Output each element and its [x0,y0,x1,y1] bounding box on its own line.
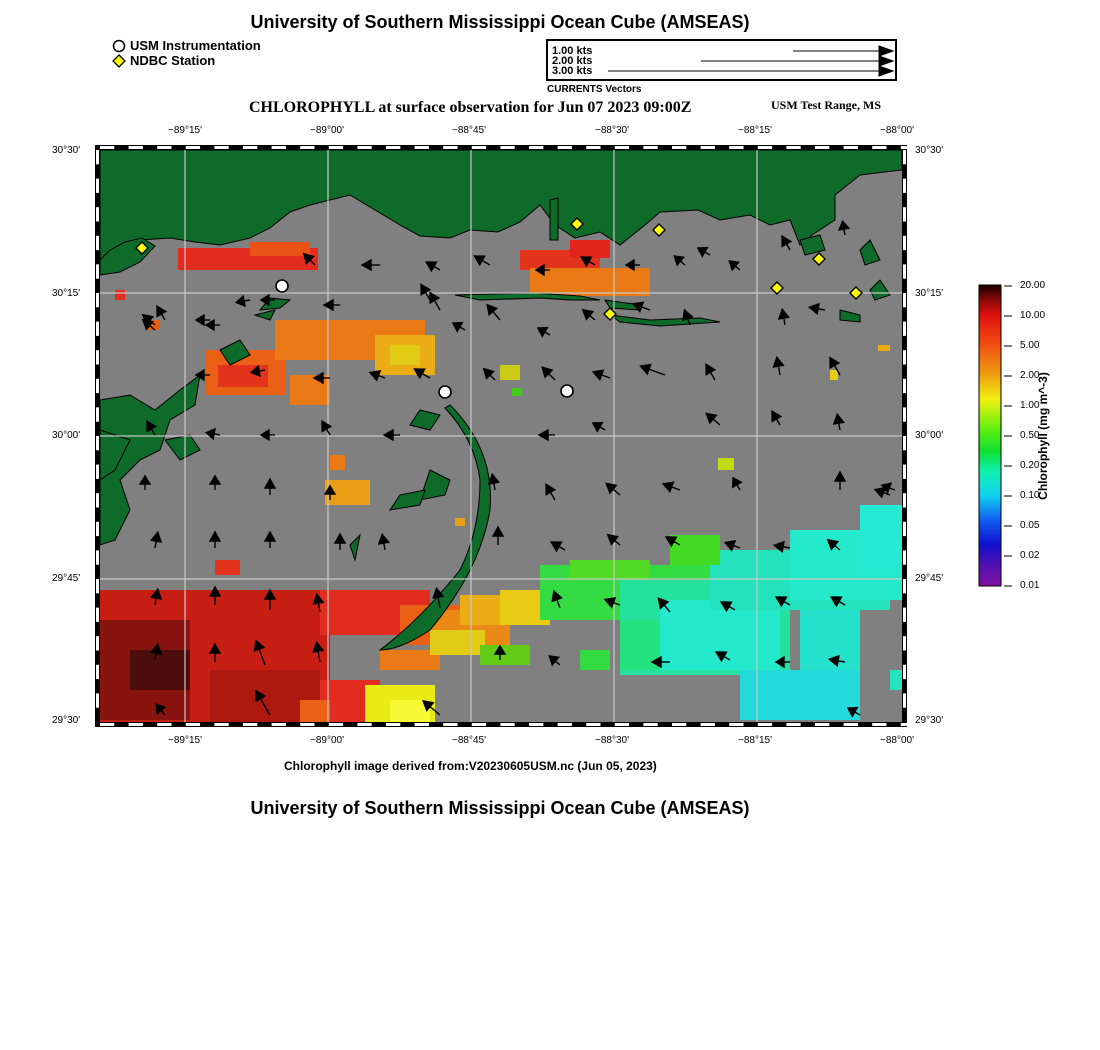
x-tick-bottom: −89°00' [310,735,344,746]
y-tick-left: 29°30' [52,715,81,726]
vector-key-label-2: 2.00 kts [552,55,593,67]
colorbar-ticks [1004,280,1064,591]
colorbar-tick: 0.05 [1020,520,1040,531]
ndbc-legend-item [112,53,215,68]
y-tick-left: 30°15' [52,288,81,299]
map-area [100,150,902,722]
x-tick-top: −88°30' [595,125,629,136]
x-tick-bottom: −88°30' [595,735,629,746]
usm-instrument-marker [439,386,451,398]
vector-key-label-3: 3.00 kts [552,65,593,77]
colorbar-tick: 5.00 [1020,340,1040,351]
ndbc-legend-label: NDBC Station [130,53,216,68]
colorbar-tick: 2.00 [1020,370,1040,381]
usm-legend-item [112,38,261,53]
colorbar-tick: 0.01 [1020,580,1040,591]
region-label: USM Test Range, MS [771,98,882,112]
x-tick-bottom: −88°00' [880,735,914,746]
page-title: University of Southern Mississippi Ocean Cube (AMSEAS) [250,12,750,32]
x-tick-top: −89°15' [168,125,202,136]
map-subtitle: CHLOROPHYLL at surface observation for Jun 07 2023 09:00Z [249,99,692,116]
y-tick-left: 30°00' [52,430,81,441]
y-tick-right: 29°45' [915,573,944,584]
usm-legend-label: USM Instrumentation [130,38,261,53]
vector-key [546,39,897,81]
x-tick-top: −88°15' [738,125,772,136]
y-tick-right: 30°00' [915,430,944,441]
y-tick-right: 30°30' [915,145,944,156]
x-tick-top: −88°45' [452,125,486,136]
vector-key-caption: CURRENTS Vectors [547,84,642,95]
y-tick-left: 30°30' [52,145,81,156]
usm-instrument-marker [561,385,573,397]
colorbar-tick: 1.00 [1020,400,1040,411]
x-tick-bottom: −88°45' [452,735,486,746]
colorbar [978,284,1002,587]
colorbar-tick: 0.20 [1020,460,1040,471]
vector-key-label-1: 1.00 kts [552,45,593,57]
circle-icon [112,39,126,53]
colorbar-tick: 10.00 [1020,310,1046,321]
colorbar-tick: 0.10 [1020,490,1040,501]
source-caption: Chlorophyll image derived from:V20230605USM.nc (Jun 05, 2023) [284,759,657,773]
usm-instrument-marker [276,280,288,292]
footer-title: University of Southern Mississippi Ocean Cube (AMSEAS) [250,798,750,818]
colorbar-label: Chlorophyll (mg m^-3) [1036,372,1050,500]
colorbar-tick: 20.00 [1020,280,1046,291]
y-tick-right: 29°30' [915,715,944,726]
colorbar-tick: 0.02 [1020,550,1040,561]
x-tick-bottom: −88°15' [738,735,772,746]
colorbar-tick: 0.50 [1020,430,1040,441]
x-tick-bottom: −89°15' [168,735,202,746]
vector-key-arrows [548,41,895,79]
diamond-icon [112,54,126,68]
y-tick-right: 30°15' [915,288,944,299]
x-tick-top: −89°00' [310,125,344,136]
x-tick-top: −88°00' [880,125,914,136]
y-tick-left: 29°45' [52,573,81,584]
